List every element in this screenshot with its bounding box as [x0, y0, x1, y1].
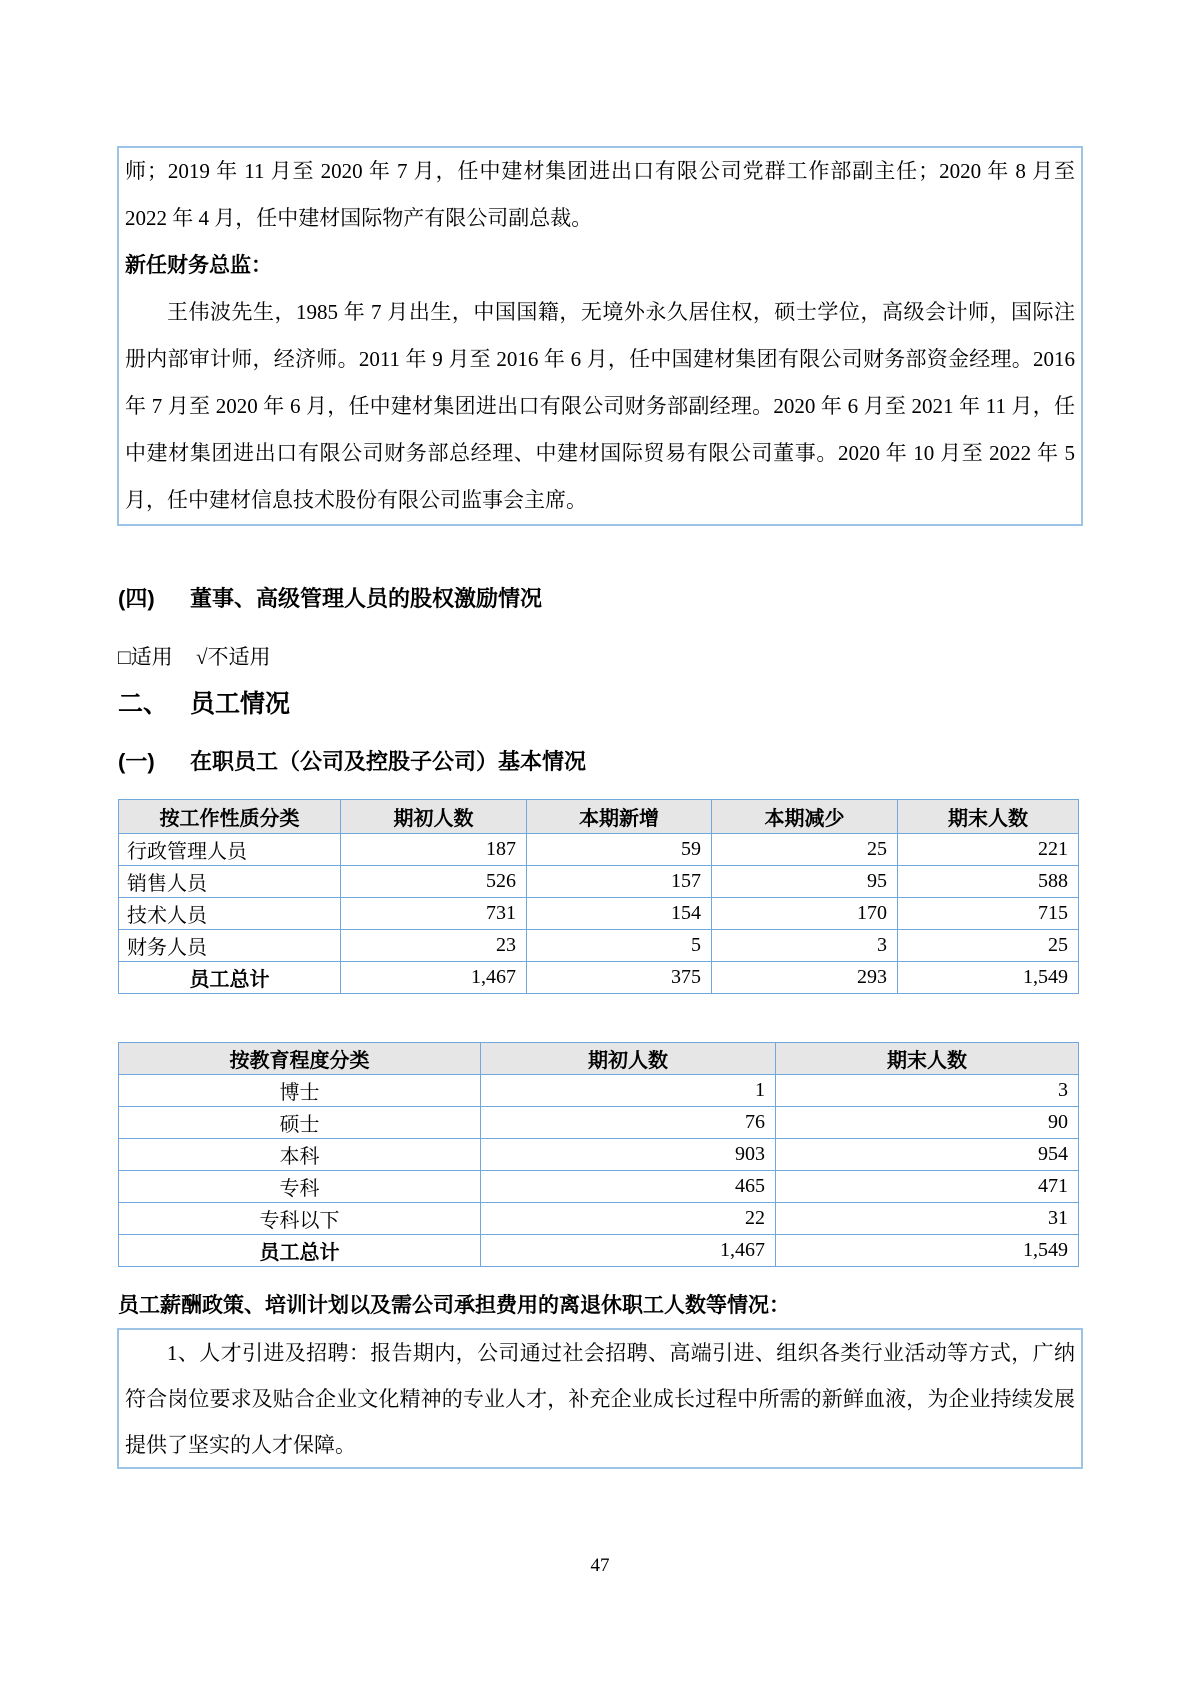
total-label-cell: 员工总计	[119, 962, 341, 994]
column-header: 期末人数	[898, 800, 1079, 834]
category-cell: 专科	[119, 1171, 481, 1203]
category-cell: 财务人员	[119, 930, 341, 962]
value-cell: 170	[712, 898, 898, 930]
value-cell: 903	[481, 1139, 776, 1171]
value-cell: 5	[527, 930, 712, 962]
column-header: 按教育程度分类	[119, 1043, 481, 1075]
table-row	[119, 866, 1079, 898]
table-row	[119, 1107, 1079, 1139]
section-title: 员工情况	[190, 690, 291, 718]
employees-by-education-table	[118, 1042, 1079, 1267]
section-number: 二、	[118, 690, 169, 718]
value-cell: 23	[341, 930, 527, 962]
value-cell: 588	[898, 866, 1079, 898]
value-cell: 76	[481, 1107, 776, 1139]
total-label-cell: 员工总计	[119, 1235, 481, 1267]
column-header: 本期新增	[527, 800, 712, 834]
category-cell: 专科以下	[119, 1203, 481, 1235]
value-cell: 3	[712, 930, 898, 962]
section-number: (四)	[118, 586, 155, 611]
section-heading-employees	[118, 684, 290, 720]
value-cell: 465	[481, 1171, 776, 1203]
section-title: 董事、高级管理人员的股权激励情况	[190, 586, 543, 611]
category-cell: 销售人员	[119, 866, 341, 898]
value-cell: 221	[898, 834, 1079, 866]
checkbox-applicable-unchecked: □适用	[118, 645, 173, 669]
value-cell: 526	[341, 866, 527, 898]
table-row	[119, 1139, 1079, 1171]
value-cell: 293	[712, 962, 898, 994]
column-header: 期末人数	[776, 1043, 1079, 1075]
table-row	[119, 1203, 1079, 1235]
value-cell: 157	[527, 866, 712, 898]
table-row	[119, 834, 1079, 866]
value-cell: 471	[776, 1171, 1079, 1203]
bio-text-box	[117, 146, 1083, 526]
cfo-bio-paragraph: 王伟波先生，1985 年 7 月出生，中国国籍，无境外永久居住权，硕士学位，高级会计师，国际注册内部审计师，经济师。2011 年 9 月至 2016 年 6 月，任中国建材集团有限公司财务部资金经理。2016 年 7 月至 2020 年 6 月，任中建材集团进出口有限公司财务部副经理。2020 年 6 月至 2021 年 11 月，任中建材集团进出口有限公司财务部总经理、中建材国际贸易有限公司董事。2020 年 10 月至 2022 年 5 月，任中建材信息技术股份有限公司监事会主席。	[125, 300, 1075, 512]
value-cell: 22	[481, 1203, 776, 1235]
table-total-row	[119, 962, 1079, 994]
value-cell: 31	[776, 1203, 1079, 1235]
table-row	[119, 1171, 1079, 1203]
column-header: 按工作性质分类	[119, 800, 341, 834]
page-number: 47	[590, 1555, 610, 1576]
value-cell: 25	[898, 930, 1079, 962]
value-cell: 1,549	[776, 1235, 1079, 1267]
policy-heading: 员工薪酬政策、培训计划以及需公司承担费用的离退休职工人数等情况：	[118, 1294, 790, 1317]
table-row	[119, 930, 1079, 962]
value-cell: 1,467	[481, 1235, 776, 1267]
value-cell: 731	[341, 898, 527, 930]
value-cell: 1	[481, 1075, 776, 1107]
value-cell: 25	[712, 834, 898, 866]
table-row	[119, 898, 1079, 930]
value-cell: 1,467	[341, 962, 527, 994]
value-cell: 715	[898, 898, 1079, 930]
value-cell: 1,549	[898, 962, 1079, 994]
value-cell: 3	[776, 1075, 1079, 1107]
value-cell: 154	[527, 898, 712, 930]
section-number: (一)	[118, 749, 155, 774]
section-heading-equity-incentive	[118, 582, 542, 613]
bio-continuation-paragraph: 师；2019 年 11 月至 2020 年 7 月，任中建材集团进出口有限公司党群工作部副主任；2020 年 8 月至 2022 年 4 月，任中建材国际物产有限公司副总裁。	[125, 159, 1075, 230]
category-cell: 硕士	[119, 1107, 481, 1139]
applicability-line	[118, 641, 288, 671]
employees-by-job-table	[118, 799, 1079, 994]
section-title: 在职员工（公司及控股子公司）基本情况	[190, 749, 587, 774]
value-cell: 187	[341, 834, 527, 866]
category-cell: 博士	[119, 1075, 481, 1107]
category-cell: 技术人员	[119, 898, 341, 930]
table-header-row	[119, 1043, 1079, 1075]
policy-text-box	[117, 1328, 1083, 1469]
table-row	[119, 1075, 1079, 1107]
policy-paragraph: 1、人才引进及招聘：报告期内，公司通过社会招聘、高端引进、组织各类行业活动等方式，广纳符合岗位要求及贴合企业文化精神的专业人才，补充企业成长过程中所需的新鲜血液，为企业持续发展提供了坚实的人才保障。	[125, 1341, 1075, 1457]
value-cell: 954	[776, 1139, 1079, 1171]
column-header: 本期减少	[712, 800, 898, 834]
checkmark-not-applicable: √不适用	[195, 645, 271, 669]
value-cell: 90	[776, 1107, 1079, 1139]
value-cell: 59	[527, 834, 712, 866]
value-cell: 375	[527, 962, 712, 994]
column-header: 期初人数	[341, 800, 527, 834]
category-cell: 本科	[119, 1139, 481, 1171]
section-heading-active-employees	[118, 745, 586, 776]
value-cell: 95	[712, 866, 898, 898]
table-total-row	[119, 1235, 1079, 1267]
table-header-row	[119, 800, 1079, 834]
new-cfo-subheading: 新任财务总监：	[125, 254, 272, 277]
column-header: 期初人数	[481, 1043, 776, 1075]
category-cell: 行政管理人员	[119, 834, 341, 866]
